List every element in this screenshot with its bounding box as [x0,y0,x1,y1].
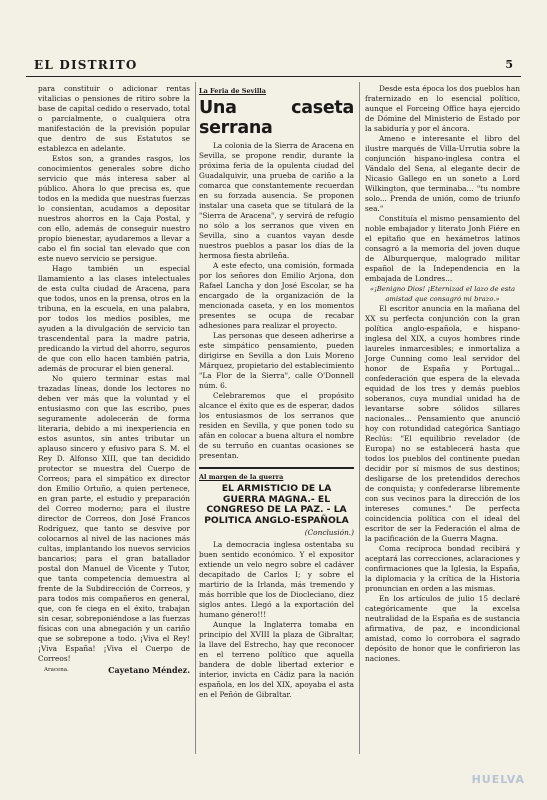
column-divider [195,82,196,754]
section-label-guerra: Al margen de la guerra [199,473,284,481]
paragraph: Hago también un especial llamamiento a las clases intelectuales de esta culta ciudad de Aracena, para que todos, unos en la prensa, otros en la tribuna, en la escuela, en una palabra, por todos los medios posibles, me ayuden a la divulgación de servicio tan trascendental para la madre patria, predicando la virtud del ahorro, seguros de que con ello hacen también patria, además de procurar el bien general. [38,264,190,373]
archive-watermark: HUELVA [471,773,525,786]
paragraph: Ameno e interesante el libro del ilustre marqués de Villa-Urrutia sobre la conjunción hispano-inglesa contra el Vándalo del Sena, al elegante decir de Nicasio Gallego en un soneto a Lord Wilkington, que terminaba... "tu nombre solo... Prenda de unión, como de triunfo sea." [365,134,520,213]
paragraph: para constituir o adicionar rentas vitalicias o pensiones de ritiro sobre la base de capital cedido o reservado, total o parcialmente, o cualquiera otra manifestación de la previsión popular que dentro de sus Estatutos se establezca en adelante. [38,84,190,153]
column-3 [365,84,520,664]
page-number: 5 [505,58,513,71]
column-1 [38,84,190,675]
column-divider [359,82,360,754]
paragraph: La colonia de la Sierra de Aracena en Sevilla, se propone rendir, durante la próxima feria de la opulenta ciudad del Guadalquivir, una prueba de cariño a la comarca que constantemente recuerdan en su forzada ausencia. Se proponen instalar una caseta que se titulará de la "Sierra de Aracena", y servirá de refugio no sólo a los serranos que viven en Sevilla, sino a cuantos vayan desde nuestros pueblos a pasar los días de la hermosa fiesta abrileña. [199,141,354,260]
paragraph: No quiero terminar estas mal trazadas líneas, donde los lectores no deben ver más que la voluntad y el entusiasmo con que las escribo, pues seguramente adolecerán de forma literaria, debido a mi inexperiencia en estos asuntos, sin antes tributar un aplauso sincero y efusivo para S. M. el Rey D. Alfonso XIII, que tan decidido protector se muestra del Cuerpo de Correos; para el simpático ex director don Emilio Ortuño, a quien pertenece, en gran parte, el estudio y preparación del Correo moderno; para el ilustre director de Correos, don José Francos Rodríguez, que tanto se desvive por colocarnos al nivel de las naciones más cultas, implantando los nuevos servicios bancarios; para el gran batallador postal don Manuel de Vicente y Tutor, que tanta competencia demuestra al frente de la Subdirección de Correos, y para todos mis compañeros en general, que, con fe ciega en el éxito, trabajan sin cesar, sobreponiéndose a las fuerzas físicas con una abnegación y un cariño que se sobrepone a todo. ¡Viva el Rey! ¡Viva España! ¡Viva el Cuerpo de Correos! [38,374,190,663]
page-header [26,58,521,77]
author-signature: Cayetano Méndez. [108,665,190,675]
paragraph: Desde esta época los dos pueblos han fraternizado en lo esencial político, aunque el Forceing Office haya ejercido de Dómine del Ministerio de Estado por la sabiduría y por el áncora. [365,84,520,133]
section-label-feria: La Feria de Sevilla [199,87,266,95]
paragraph: Aunque la Inglaterra tomaba en principio del XVIII la plaza de Gibraltar, la llave del Estrecho, hay que reconocer en el terreno político que aquella bandera de doble libertad exterior e interior, invicta en Cádiz para la nación española, en los del XIX, apoyaba el asta en el Peñón de Gibraltar. [199,620,354,699]
paragraph: Estos son, a grandes rasgos, los conocimientos generales sobre dicho servicio que más interesa saber al público. Ahora lo que precisa es, que todos en la medida que nuestras fuerzas lo consientan, acudamos a depositar nuestros ahorros en la Caja Postal, y con ello, además de conseguir nuestro propio bienestar, ayudaremos a llevar a cabo el fin social tan elevado que con este nuevo servicio se persigue. [38,154,190,263]
place-name: Aracena. [44,667,69,673]
epitaph-quote: «¡Benigno Dios! ¡Eternizad el lazo de esta amistad que consagró mi brazo.» [369,285,516,303]
column-2 [199,84,354,700]
article-title-caseta: Una caseta serrana [199,98,354,138]
paragraph: La democracia inglesa ostentaba su buen sentido económico. Y el expositor extiende un velo negro sobre el cadáver decapitado de Carlos I; y sobre el martirio de la Irlanda, más tremendo y más horrible que los de Diocleciano, diez siglos antes. Llegó a la exportación del humano género!!! [199,540,354,619]
paragraph: En los artículos de julio 15 declaré categóricamente que la excelsa neutralidad de la España es de sustancia afirmativa, de paz, e incondicional amistad, como lo corrobora el sagrado depósito de honor que le confirieron las naciones. [365,594,520,663]
paragraph: Celebraremos que el propósito alcance el éxito que es de esperar, dados los entusiasmos de los serranos que residen en Sevilla, y que ponen todo su afán en colocar a buena altura el nombre de su terruño en cuantas ocasiones se presentan. [199,391,354,460]
paragraph: A este efecto, una comisión, formada por los señores don Emilio Arjona, don Rafael Lancha y don José Escolar, se ha encargado de la organización de la mencionada caseta, y en los momentos presentes se ocupa de recabar adhesiones para realizar el proyecto. [199,261,354,330]
paragraph: Constituía el mismo pensamiento del noble embajador y literato Jonh Fiére en el epitafio que en hexámetros latinos consagró a la memoria del joven duque de Alburquerque, malogrado militar español de la Independencia en la embajada de Londres... [365,214,520,283]
signature-line [38,665,190,675]
article-title-armisticio: EL ARMISTICIO DE LA GUERRA MAGNA.- EL CONGRESO DE LA PAZ. - LA POLITICA ANGLO-ESPAÑOLA [204,483,349,526]
masthead: EL DISTRITO [34,58,138,72]
paragraph: Las personas que deseen adherirse a este simpático pensamiento, pueden dirigirse en Sevilla a don Luis Moreno Márquez, propietario del establecimiento "La Flor de la Sierra", calle O'Donnell núm. 6. [199,331,354,390]
section-separator [199,467,354,469]
paragraph: El escritor anuncia en la mañana del XX su perfecta conjunción con la gran política anglo-española, e hispano-inglesa del XIX, a cuyos hombres rinde laureles inmarcesibles; e inmortaliza a Jorge Cunning como leal servidor del honor de España y Portugal... confederación que espera de la elevada equidad de los tres y demás pueblos soberanos, cuya mundial unidad ha de levantarse sobre sólidos sillares nacionales... Pensamiento que anunció hoy con rotundidad categórica Santiago Reclús: "El equilibrio revelador (de Europa) no se establecerá hasta que todos los pueblos del continente puedan decidir por sí mismos de sus destinos; desligarse de los pretendidos derechos de conquista; y confederarse libremente con sus vecinos para la dirección de los intereses comunes." De perfecta coincidencia política con el ideal del escritor de ser la Federación el alma de la pacificación de la Guerra Magna. [365,304,520,543]
conclusion-note: (Conclusión.) [304,528,354,537]
paragraph: Coma recíproca bondad recibirá y aceptará las correcciones, aclaraciones y confirmaciones que la Iglesia, la España, la diplomacia y la crítica de la Historia pronuncian en orden a las mismas. [365,544,520,593]
